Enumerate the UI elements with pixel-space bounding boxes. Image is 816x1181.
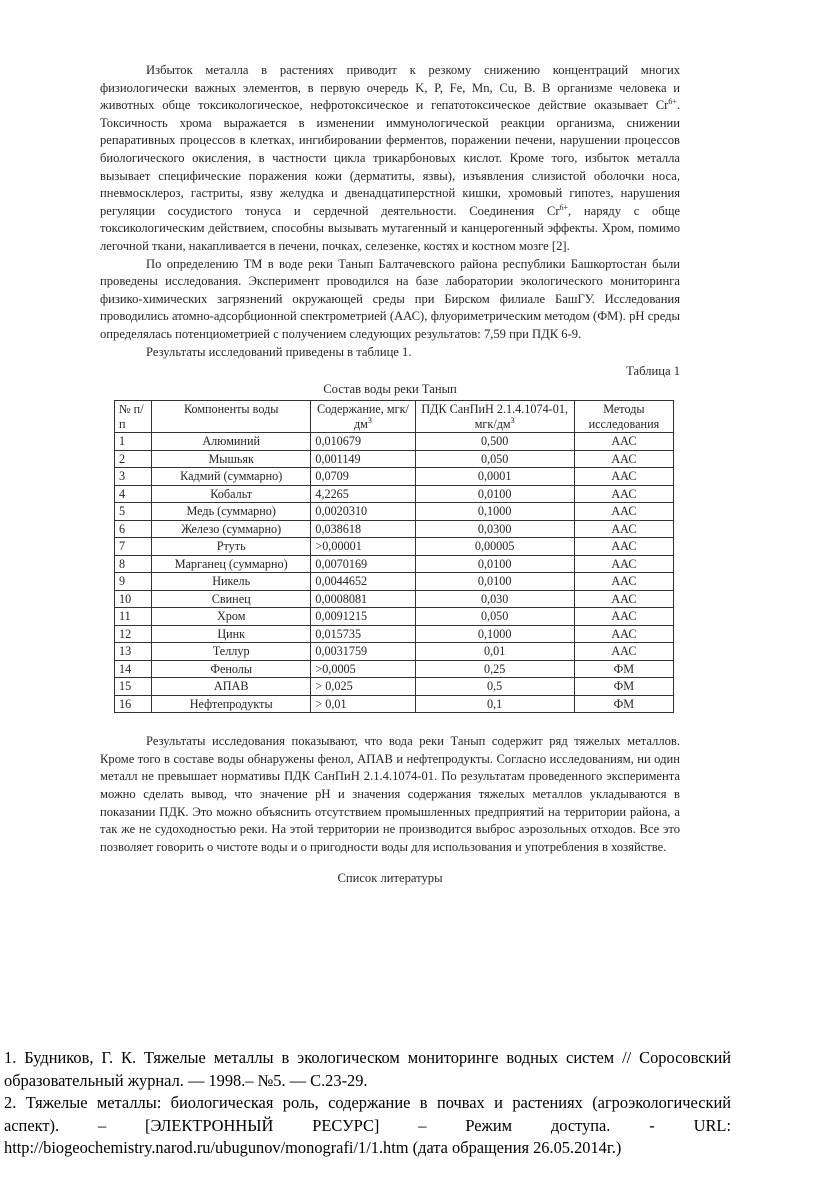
row-num: 1 (115, 433, 152, 451)
row-num: 7 (115, 538, 152, 556)
row-component: Медь (суммарно) (152, 503, 311, 521)
header-content (311, 401, 415, 433)
paragraph-research: По определению ТМ в воде реки Танып Балтачевского района республики Башкортостан были проведены исследования. Эксперимент проводился на базе лаборатории экологического мониторинга физико-химических загрязнений окружающей среды при Бирском филиале БашГУ. Исследования проводились атомно-адсорбционной спектрометрией (ААС), флуориметрическим методом (ФМ). pH среды определялась потенциометрией с получением следующих результатов: 7,59 при ПДК 6-9. (100, 256, 680, 341)
row-component: Никель (152, 573, 311, 591)
table-row (115, 433, 674, 451)
row-component: Кадмий (суммарно) (152, 468, 311, 486)
row-pdk: 0,030 (415, 590, 574, 608)
row-pdk: 0,500 (415, 433, 574, 451)
superscript: 6+ (559, 202, 569, 212)
row-method: ААС (574, 503, 673, 521)
row-method: ААС (574, 643, 673, 661)
row-content: 0,015735 (311, 625, 415, 643)
table-row (115, 573, 674, 591)
row-pdk: 0,050 (415, 608, 574, 626)
header-pdk-text: ПДК СанПиН 2.1.4.1074-01, мгк/дм (421, 402, 568, 431)
row-component: Теллур (152, 643, 311, 661)
row-content: >0,00001 (311, 538, 415, 556)
row-pdk: 0,1000 (415, 625, 574, 643)
row-num: 14 (115, 660, 152, 678)
row-content: > 0,025 (311, 678, 415, 696)
row-pdk: 0,0100 (415, 555, 574, 573)
row-pdk: 0,0001 (415, 468, 574, 486)
superscript: 3 (367, 415, 372, 425)
row-pdk: 0,25 (415, 660, 574, 678)
row-method: ААС (574, 625, 673, 643)
row-method: ААС (574, 450, 673, 468)
row-num: 9 (115, 573, 152, 591)
table-row (115, 520, 674, 538)
paragraph-text: Избыток металла в растениях приводит к резкому снижению концентраций многих физиологически важных элементов, в первую очередь K, P, Fe, Mn, Cu, B. В организме человека и животных обще токсикологическое, нефротоксическое и гепатотоксическое действие оказывает Cr (100, 63, 680, 113)
row-pdk: 0,0300 (415, 520, 574, 538)
row-component: Хром (152, 608, 311, 626)
row-method: ААС (574, 590, 673, 608)
paragraph-chromium (100, 62, 680, 256)
row-num: 13 (115, 643, 152, 661)
row-num: 5 (115, 503, 152, 521)
table-number: Таблица 1 (626, 364, 680, 379)
paragraph-text: . Токсичность хрома выражается в изменении иммунологической реакции организма, снижении репаративных процессов в клетках, ингибировании ферментов, поражении печени, нарушении процессов биологического окисления, в частности цикла трикарбоновых кислот. Кроме того, избыток металла вызывает специфические поражения кожи (дерматиты, язвы), изъявления слизистой оболочки носа, пневмосклероз, гастриты, язву желудка и двенадцатиперстной кишки, хромовый гипотез, нарушения регуляции сосудистого тонуса и сердечной деятельности. Соединения Cr (100, 98, 680, 218)
table-row (115, 555, 674, 573)
header-num: № п/п (115, 401, 152, 433)
row-content: 0,001149 (311, 450, 415, 468)
row-component: Фенолы (152, 660, 311, 678)
table-row (115, 608, 674, 626)
row-component: Свинец (152, 590, 311, 608)
row-method: ААС (574, 573, 673, 591)
row-pdk: 0,0100 (415, 573, 574, 591)
row-component: Кобальт (152, 485, 311, 503)
row-component: Марганец (суммарно) (152, 555, 311, 573)
row-num: 2 (115, 450, 152, 468)
row-num: 3 (115, 468, 152, 486)
row-method: ФМ (574, 695, 673, 713)
paragraph-results-intro: Результаты исследований приведены в таблице 1. (146, 344, 412, 359)
row-method: ААС (574, 520, 673, 538)
reference-item: 1. Будников, Г. К. Тяжелые металлы в экологическом мониторинге водных систем // Соросовский образовательный журнал. — 1998.– №5. — С.23-29. (4, 1048, 731, 1090)
table-row (115, 643, 674, 661)
row-num: 8 (115, 555, 152, 573)
header-component: Компоненты воды (152, 401, 311, 433)
row-method: ААС (574, 555, 673, 573)
table-row (115, 590, 674, 608)
row-pdk: 0,050 (415, 450, 574, 468)
row-component: Мышьяк (152, 450, 311, 468)
row-content: 0,0020310 (311, 503, 415, 521)
header-pdk (415, 401, 574, 433)
row-num: 16 (115, 695, 152, 713)
row-content: 0,038618 (311, 520, 415, 538)
row-num: 11 (115, 608, 152, 626)
row-pdk: 0,1000 (415, 503, 574, 521)
row-content: 0,0044652 (311, 573, 415, 591)
row-content: > 0,01 (311, 695, 415, 713)
header-method: Методы исследования (574, 401, 673, 433)
row-method: ААС (574, 433, 673, 451)
row-content: 0,0070169 (311, 555, 415, 573)
row-content: 0,010679 (311, 433, 415, 451)
row-num: 6 (115, 520, 152, 538)
paragraph-conclusion: Результаты исследования показывают, что вода реки Танып содержит ряд тяжелых металлов. Кроме того в составе воды обнаружены фенол, АПАВ и нефтепродукты. Согласно исследованиям, ни один металл не превышает нормативы ПДК СанПиН 2.1.4.1074-01. По результатам проведенного эксперимента можно сделать вывод, что значение pH и значения содержания тяжелых металлов укладываются в показании ПДК. Это можно объяснить отсутствием промышленных предприятий на территории района, а так же не судоходностью реки. На этой территории не производится выброс аэрозольных отходов. Все это позволяет говорить о чистоте воды и о пригодности воды для использования и употребления в хозяйстве. (100, 734, 680, 854)
table-row (115, 538, 674, 556)
row-num: 4 (115, 485, 152, 503)
table-row (115, 678, 674, 696)
row-component: Железо (суммарно) (152, 520, 311, 538)
row-method: ААС (574, 608, 673, 626)
row-content: 0,0709 (311, 468, 415, 486)
row-pdk: 0,1 (415, 695, 574, 713)
row-method: ФМ (574, 678, 673, 696)
row-method: ААС (574, 485, 673, 503)
row-content: >0,0005 (311, 660, 415, 678)
row-num: 10 (115, 590, 152, 608)
row-num: 15 (115, 678, 152, 696)
table-title: Состав воды реки Танып (323, 381, 457, 396)
row-content: 0,0031759 (311, 643, 415, 661)
row-content: 0,0091215 (311, 608, 415, 626)
row-pdk: 0,0100 (415, 485, 574, 503)
row-method: ААС (574, 538, 673, 556)
reference-item: 2. Тяжелые металлы: биологическая роль, содержание в почвах и растениях (агроэкологический аспект). – [ЭЛЕКТРОННЫЙ РЕСУРС] – Режим доступа. - URL: http://biogeochemistry.narod.ru/ubugunov/monografi/1/1.htm (дата обращения 26.05.2014г.) (4, 1093, 731, 1157)
table-body (115, 433, 674, 713)
references-list (4, 1047, 731, 1160)
table-row (115, 660, 674, 678)
row-method: ААС (574, 468, 673, 486)
table-row (115, 450, 674, 468)
row-pdk: 0,5 (415, 678, 574, 696)
row-component: Алюминий (152, 433, 311, 451)
row-component: Ртуть (152, 538, 311, 556)
superscript: 6+ (668, 97, 677, 106)
table-row (115, 485, 674, 503)
scanned-page (100, 62, 680, 888)
table-row (115, 503, 674, 521)
table-row (115, 625, 674, 643)
row-component: Цинк (152, 625, 311, 643)
row-component: Нефтепродукты (152, 695, 311, 713)
row-num: 12 (115, 625, 152, 643)
table-row (115, 468, 674, 486)
paragraph-text: , наряду с обще токсикологическим действием, способны вызывать мутагенный и канцерогенный эффекты. Хром, помимо легочной ткани, накапливается в печени, почках, селезенке, костях и костном мозге [2]. (100, 203, 680, 253)
table-header-row (115, 401, 674, 433)
header-content-text: Содержание, мгк/дм (316, 402, 409, 431)
row-content: 0,0008081 (311, 590, 415, 608)
row-pdk: 0,01 (415, 643, 574, 661)
row-pdk: 0,00005 (415, 538, 574, 556)
table-row (115, 695, 674, 713)
superscript: 3 (510, 415, 515, 425)
water-composition-table (114, 400, 674, 713)
row-content: 4,2265 (311, 485, 415, 503)
row-component: АПАВ (152, 678, 311, 696)
references-title: Список литературы (337, 871, 443, 886)
row-method: ФМ (574, 660, 673, 678)
